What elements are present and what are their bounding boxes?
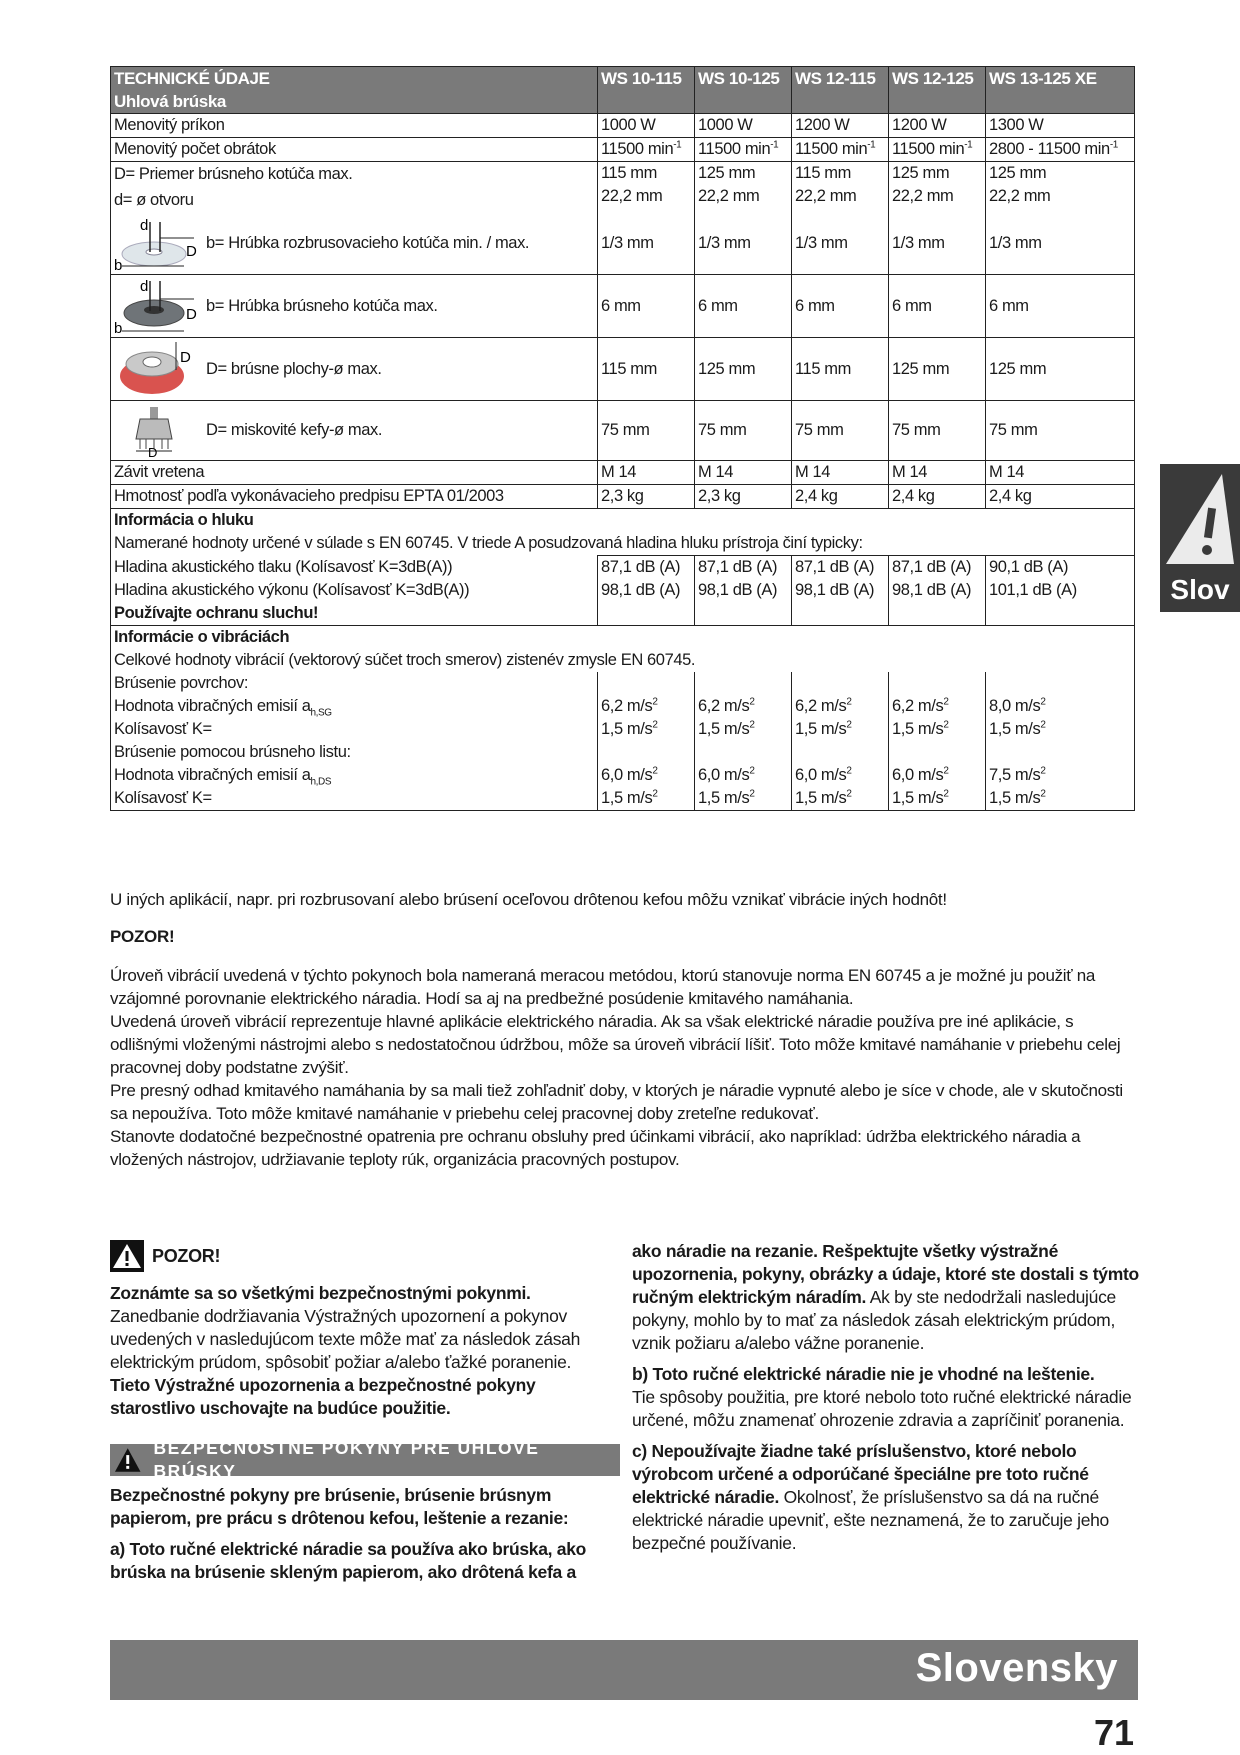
paragraph: Úroveň vibrácií uvedená v týchto pokynoch bola nameraná meracou metódou, ktorú stanovuje norma EN 60745 a je možné ju použiť na vzájomné porovnanie elektrického náradia. Hodí sa aj na predbežné posúdenie kmitavého namáhania. [110, 966, 1096, 1008]
cell: 6 mm [695, 275, 792, 338]
noise-section [111, 509, 1135, 556]
cell: 75 mm [695, 401, 792, 461]
warning-heading: POZOR! [110, 1240, 620, 1272]
row-label: Menovitý počet obrátok [111, 138, 598, 162]
cell: 1300 W [986, 114, 1135, 138]
grinding-disc-icon [114, 277, 198, 335]
row-label: Hladina akustického tlaku (Kolísavosť K=3dB(A)) Hladina akustického výkonu (Kolísavosť K=3dB(A)) Používajte ochranu sluchu! [111, 556, 598, 626]
section-title: Informácia o hluku [114, 511, 254, 529]
table-row [111, 672, 1135, 811]
table-row [111, 114, 1135, 138]
pozor-heading: POZOR! [110, 927, 175, 946]
cell: 115 mm [792, 338, 889, 401]
cell: 6 mm [986, 275, 1135, 338]
table-row [111, 461, 1135, 485]
item-a: a) Toto ručné elektrické náradie sa používa ako brúska, ako brúska na brúsenie skleným papierom, ako drôtená kefa a [110, 1539, 587, 1582]
row-label: Brúsenie povrchov: Hodnota vibračných emisií $a_{h,SG}$ Kolísavosť K= Brúsenie pomocou brúsneho listu: Hodnota vibračných emisií $a_{h,DS}$ Kolísavosť K= [111, 672, 598, 811]
cell: 125 mm 22,2 mm 1/3 mm [889, 162, 986, 275]
cell: 6,2 $m/s^2$ 1,5 $m/s^2$ 6,0 $m/s^2$ 1,5 $m/s^2$ [598, 672, 695, 811]
table-row [111, 556, 1135, 626]
cell: 6,2 $m/s^2$ 1,5 $m/s^2$ 6,0 $m/s^2$ 1,5 $m/s^2$ [889, 672, 986, 811]
table-header-row [111, 67, 1135, 114]
paragraph: Stanovte dodatočné bezpečnostné opatrenia pre ochranu obsluhy pred účinkami vibrácií, ako napríklad: údržba elektrického náradia a vložených nástrojov, udržiavanie teploty rúk, organizácia pracovných postupov. [110, 1127, 1081, 1169]
cell: 8,0 $m/s^2$ 1,5 $m/s^2$ 7,5 $m/s^2$ 1,5 $m/s^2$ [986, 672, 1135, 811]
vibration-notes [110, 888, 1140, 1171]
cell: 6 mm [792, 275, 889, 338]
cell: M 14 [695, 461, 792, 485]
cell: 125 mm 22,2 mm 1/3 mm [986, 162, 1135, 275]
svg-text:D: D [186, 306, 197, 323]
item-b-text: Tie spôsoby použitia, pre ktoré nebolo toto ručné elektrické náradie určené, môžu znamenať ohrozenie zdravia a zapríčiniť poranenia. [632, 1387, 1132, 1430]
model-header: WS 10-115 [598, 67, 695, 114]
svg-text:d: d [140, 278, 148, 295]
cell: 75 mm [889, 401, 986, 461]
warning-icon [114, 1447, 141, 1473]
item-a-continued: ako náradie na rezanie. Rešpektujte všetky výstražné upozornenia, pokyny, obrázky a údaje, ktoré ste dostali s týmto ručným elektrickým náradím. Ak by ste nedodržali nasledujúce pokyny, mohlo by to mať za následok zásah elektrickým prúdom, vznik požiaru a/alebo vážne poranenie. [632, 1241, 1139, 1353]
row-label: D D= miskovité kefy-ø max. [111, 401, 598, 461]
footer-language: Slovensky [915, 1646, 1118, 1690]
cell: 2800 - 11500 $\min^{-1}$ [986, 138, 1135, 162]
cell: M 14 [792, 461, 889, 485]
row-label: D= Priemer brúsneho kotúča max. d= ø otvoru d D b b= Hrúbka rozbrusovacieho kotúča min. / max. [111, 162, 598, 275]
row-label: d D b b= Hrúbka brúsneho kotúča max. [111, 275, 598, 338]
technical-data-table [110, 66, 1135, 811]
table-row [111, 338, 1135, 401]
model-header: WS 12-115 [792, 67, 889, 114]
cell: 125 mm [695, 338, 792, 401]
cell: 125 mm [986, 338, 1135, 401]
table-row [111, 275, 1135, 338]
cell: 11500 $\min^{-1}$ [792, 138, 889, 162]
cell: 87,1 dB (A) 98,1 dB (A) [792, 556, 889, 626]
cell: 125 mm [889, 338, 986, 401]
table-row [111, 485, 1135, 509]
warning-triangle-icon [1160, 468, 1240, 568]
cell: M 14 [986, 461, 1135, 485]
left-column [110, 1240, 620, 1584]
warning-icon [110, 1240, 144, 1272]
cell: M 14 [598, 461, 695, 485]
intro-text: Zoznámte sa so všetkými bezpečnostnými pokynmi. Zanedbanie dodržiavania Výstražných upozornení a pokynov uvedených v nasledujúcom texte môže mať za následok zásah elektrickým prúdom, spôsobiť požiar a/alebo ťažké poranenie. [110, 1283, 581, 1372]
cell: 115 mm [598, 338, 695, 401]
note: U iných aplikácií, napr. pri rozbrusovaní alebo brúsení oceľovou drôtenou kefou môžu vznikať vibrácie iných hodnôt! [110, 890, 947, 909]
section-title: Informácie o vibráciách [114, 627, 290, 646]
row-label: Hmotnosť podľa vykonávacieho predpisu EPTA 01/2003 [111, 485, 598, 509]
subheading: Bezpečnostné pokyny pre brúsenie, brúsenie brúsnym papierom, pre prácu s drôtenou kefou, leštenie a rezanie: [110, 1485, 569, 1528]
cell: 2,4 kg [889, 485, 986, 509]
right-column [632, 1240, 1142, 1555]
cell: 1000 W [695, 114, 792, 138]
svg-text:D: D [180, 349, 191, 366]
cell: 1000 W [598, 114, 695, 138]
cell: 1200 W [889, 114, 986, 138]
section-desc: Namerané hodnoty určené v súlade s EN 60745. V triede A posudzovaná hladina hluku prístroja činí typicky: [114, 534, 863, 552]
table-row [111, 162, 1135, 275]
cell: 11500 $\min^{-1}$ [889, 138, 986, 162]
svg-text:D: D [148, 444, 157, 457]
svg-text:b: b [114, 320, 122, 335]
svg-text:d: d [140, 217, 148, 234]
section-desc: Celkové hodnoty vibrácií (vektorový súčet troch smerov) zistenév zmysle EN 60745. [114, 650, 696, 669]
cutting-disc-icon [114, 214, 198, 272]
side-tab-label: Slov [1170, 574, 1230, 605]
item-b-title: b) Toto ručné elektrické náradie nie je vhodné na leštenie. [632, 1364, 1095, 1384]
keep-instructions: Tieto Výstražné upozornenia a bezpečnostné pokyny starostlivo uschovajte na budúce použitie. [110, 1375, 536, 1418]
cell: M 14 [889, 461, 986, 485]
model-header: WS 10-125 [695, 67, 792, 114]
model-header: WS 12-125 [889, 67, 986, 114]
cell: 75 mm [792, 401, 889, 461]
item-c: c) Nepoužívajte žiadne také príslušenstvo, ktoré nebolo výrobcom určené a odporúčané špeciálne pre toto ručné elektrické náradie. Okolnosť, že príslušenstvo sa dá na ručné elektrické náradie upevniť, ešte neznamená, že to zaručuje jeho bezpečné používanie. [632, 1441, 1109, 1553]
table-row [111, 401, 1135, 461]
side-tab [1160, 464, 1240, 612]
flap-disc-icon [114, 340, 198, 398]
row-label: Menovitý príkon [111, 114, 598, 138]
cell: 75 mm [986, 401, 1135, 461]
cell: 1200 W [792, 114, 889, 138]
cell: 2,4 kg [792, 485, 889, 509]
cell: 11500 $\min^{-1}$ [598, 138, 695, 162]
cup-brush-icon [114, 405, 198, 457]
cell: 2,3 kg [695, 485, 792, 509]
paragraph: Pre presný odhad kmitavého namáhania by sa mali tiež zohľadniť doby, v ktorých je náradie vypnuté alebo je síce v chode, ale v skutočnosti sa nepoužíva. Toto môže kmitavé namáhanie v priebehu celej pracovnej doby zreteľne redukovať. [110, 1081, 1123, 1123]
row-label: D D= brúsne plochy-ø max. [111, 338, 598, 401]
cell: 87,1 dB (A) 98,1 dB (A) [695, 556, 792, 626]
table-title: TECHNICKÉ ÚDAJE Uhlová brúska [111, 67, 598, 114]
cell: 75 mm [598, 401, 695, 461]
footer-bar [110, 1640, 1138, 1700]
cell: 87,1 dB (A) 98,1 dB (A) [598, 556, 695, 626]
cell: 125 mm 22,2 mm 1/3 mm [695, 162, 792, 275]
cell: 6 mm [889, 275, 986, 338]
cell: 6,2 $m/s^2$ 1,5 $m/s^2$ 6,0 $m/s^2$ 1,5 $m/s^2$ [792, 672, 889, 811]
cell: 6 mm [598, 275, 695, 338]
vibration-section [111, 625, 1135, 672]
model-header: WS 13-125 XE [986, 67, 1135, 114]
cell: 115 mm 22,2 mm 1/3 mm [598, 162, 695, 275]
cell: 11500 $\min^{-1}$ [695, 138, 792, 162]
cell: 2,4 kg [986, 485, 1135, 509]
cell: 90,1 dB (A) 101,1 dB (A) [986, 556, 1135, 626]
svg-text:b: b [114, 257, 122, 272]
section-bar: BEZPEČNOSTNÉ POKYNY PRE UHLOVÉ BRÚSKY [110, 1444, 620, 1476]
cell: 115 mm 22,2 mm 1/3 mm [792, 162, 889, 275]
table-row [111, 138, 1135, 162]
row-label: Závit vretena [111, 461, 598, 485]
paragraph: Uvedená úroveň vibrácií reprezentuje hlavné aplikácie elektrického náradia. Ak sa však elektrické náradie používa pre iné aplikácie, s odlišnými vloženými nástrojmi alebo s nedostatočnou údržbou, môže sa úroveň vibrácií líšiť. Toto môže kmitavé namáhanie v priebehu celej pracovnej doby podstatne zvýšiť. [110, 1012, 1121, 1077]
cell: 6,2 $m/s^2$ 1,5 $m/s^2$ 6,0 $m/s^2$ 1,5 $m/s^2$ [695, 672, 792, 811]
page-number: 71 [1094, 1712, 1135, 1753]
cell: 87,1 dB (A) 98,1 dB (A) [889, 556, 986, 626]
svg-text:D: D [186, 243, 197, 260]
cell: 2,3 kg [598, 485, 695, 509]
